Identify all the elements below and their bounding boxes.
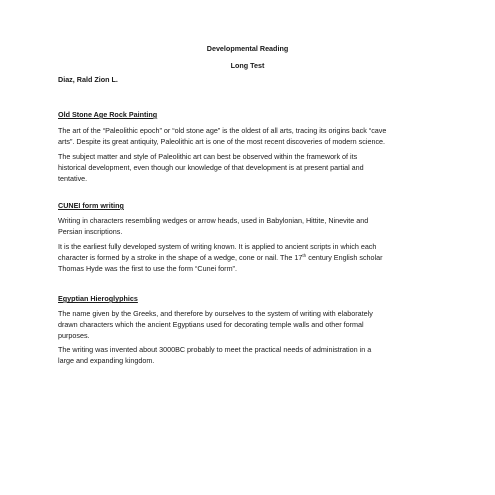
author-name: Diaz, Rald Zion L. [58, 75, 118, 84]
text-line: drawn characters which the ancient Egyptians used for decorating temple walls and other formal [58, 320, 364, 329]
paragraph [58, 308, 440, 341]
text-segment: character is formed by a stroke in the shape of a wedge, cone or nail. The 17 [58, 253, 303, 262]
paragraph [58, 125, 440, 147]
text-line: It is the earliest fully developed system of writing known. It is applied to ancient scripts in which each [58, 242, 377, 251]
paragraph [58, 241, 440, 274]
superscript-th: th [302, 253, 307, 258]
text-line: The name given by the Greeks, and therefore by ourselves to the system of writing with elaborately [58, 309, 373, 318]
text-line: Writing in characters resembling wedges or arrow heads, used in Babylonian, Hittite, Ninevite and [58, 216, 369, 225]
text-line: Persian inscriptions. [58, 227, 123, 236]
document-title: Developmental Reading [206, 44, 289, 53]
text-line: arts”. Despite its great antiquity, Paleolithic art is one of the most recent discoveries of modern science. [58, 137, 386, 146]
text-line: purposes. [58, 331, 90, 340]
text-line: historical development, even though our knowledge of that development is at present partial and [58, 163, 364, 172]
text-line: Thomas Hyde was the first to use the form “Cunei form”. [58, 264, 237, 273]
paragraph [58, 215, 440, 237]
section-heading-old-stone-age: Old Stone Age Rock Painting [58, 110, 158, 119]
text-line: large and expanding kingdom. [58, 356, 155, 365]
text-line: The art of the “Paleolithic epoch” or “old stone age” is the oldest of all arts, tracing its origins back “cave [58, 126, 387, 135]
text-line: The subject matter and style of Paleolithic art can best be observed within the framework of its [58, 152, 358, 161]
text-line: tentative. [58, 174, 88, 183]
text-segment: century English scholar [306, 253, 383, 262]
paragraph [58, 151, 440, 184]
text-line [58, 252, 440, 263]
section-heading-cuneiform: CUNEI form writing [58, 201, 124, 210]
paragraph [58, 344, 440, 366]
text-line: The writing was invented about 3000BC probably to meet the practical needs of administration in a [58, 345, 372, 354]
document-subtitle: Long Test [230, 61, 265, 70]
section-heading-egyptian-hieroglyphics: Egyptian Hieroglyphics [58, 294, 138, 303]
